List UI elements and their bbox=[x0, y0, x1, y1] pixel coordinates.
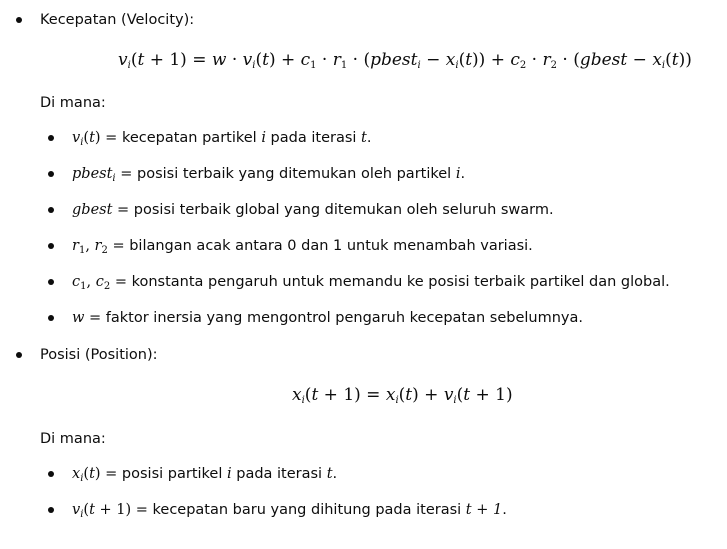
bullet bbox=[16, 17, 22, 23]
bullet bbox=[48, 135, 54, 141]
section-heading: Kecepatan (Velocity): bbox=[40, 12, 195, 28]
bullet bbox=[48, 243, 54, 249]
bullet bbox=[48, 207, 54, 213]
velocity-equation: $v_i(t + 1) = w \cdot v_i(t) + c_1 \cdot r_1$ · (pbest$_i$ − $x_i(t)) + c_2 \cdot r_2$ · (gbest − $x_i(t)$) bbox=[118, 50, 692, 71]
math-term: $x_i(t)$ bbox=[72, 466, 101, 484]
section-heading: Posisi (Position): bbox=[40, 347, 158, 363]
math-term: $c_1$, $c_2$ bbox=[72, 274, 111, 292]
bullet bbox=[48, 171, 54, 177]
math-term: gbest bbox=[72, 202, 113, 218]
math-term: $v_i(t)$ bbox=[72, 130, 101, 148]
where-label: Di mana: bbox=[40, 431, 106, 447]
bullet bbox=[48, 507, 54, 513]
math-term: $r_1$, $r_2$ bbox=[72, 238, 108, 256]
bullet bbox=[48, 471, 54, 477]
math-term: $v_i(t + 1)$ bbox=[72, 502, 132, 520]
math-term: w bbox=[72, 310, 85, 326]
position-equation: $x_i(t + 1) = x_i(t) + v_i(t + 1)$ bbox=[292, 385, 513, 406]
math-term: pbest$_i$ bbox=[72, 166, 116, 184]
bullet bbox=[48, 279, 54, 285]
bullet bbox=[16, 352, 22, 358]
where-label: Di mana: bbox=[40, 95, 106, 111]
bullet bbox=[48, 315, 54, 321]
